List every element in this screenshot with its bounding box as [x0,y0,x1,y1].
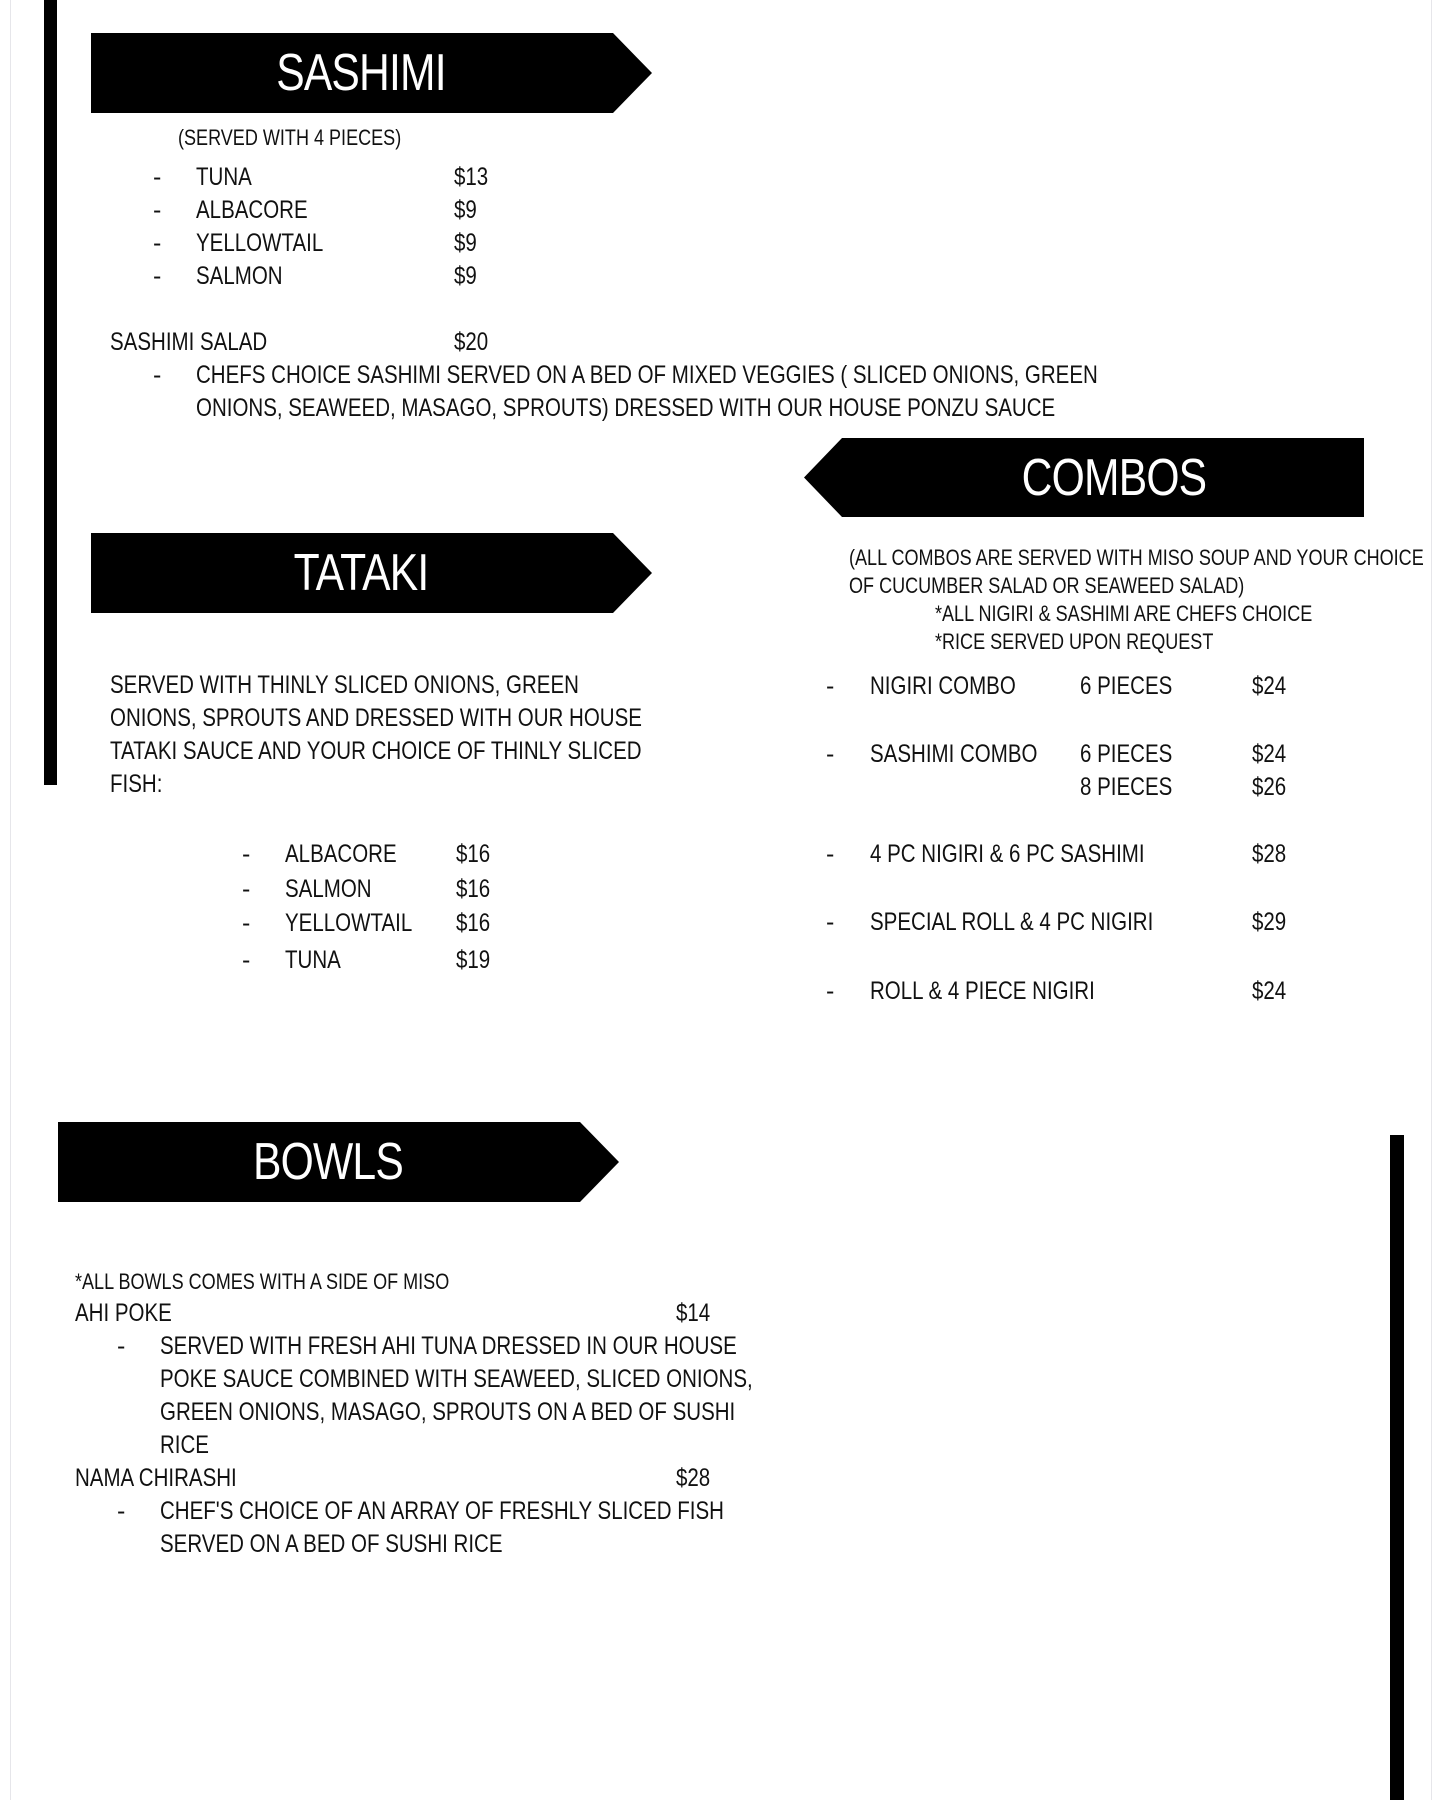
tataki-item-name: YELLOWTAIL [285,909,413,937]
combos-note: *ALL NIGIRI & SASHIMI ARE CHEFS CHOICE [935,601,1313,626]
list-dash: - [826,977,835,1005]
sashimi-salad-desc: CHEFS CHOICE SASHIMI SERVED ON A BED OF MIXED VEGGIES ( SLICED ONIONS, GREEN [196,361,1098,389]
tataki-item-name: TUNA [285,946,341,974]
combo-price: $24 [1252,977,1287,1005]
sashimi-item-name: SALMON [196,262,283,290]
sashimi-banner [91,33,652,113]
list-dash: - [826,840,835,868]
sashimi-item-name: TUNA [196,163,252,191]
tataki-item-price: $16 [456,909,491,937]
bowl-desc: GREEN ONIONS, MASAGO, SPROUTS ON A BED OF SUSHI [160,1398,736,1426]
bowls-banner [58,1122,619,1202]
bowl-price: $14 [676,1299,711,1327]
right-accent-bar [1390,1135,1404,1800]
list-dash: - [242,946,251,974]
combo-price: $24 [1252,740,1287,768]
list-dash: - [153,163,162,191]
list-dash: - [242,875,251,903]
combos-note: *RICE SERVED UPON REQUEST [935,629,1214,654]
tataki-item-price: $16 [456,840,491,868]
sashimi-item-name: YELLOWTAIL [196,229,324,257]
combo-name: SPECIAL ROLL & 4 PC NIGIRI [870,908,1154,936]
combo-name: ROLL & 4 PIECE NIGIRI [870,977,1095,1005]
combo-qty: 6 PIECES [1080,740,1173,768]
sashimi-title: SASHIMI [276,44,446,102]
combo-name: NIGIRI COMBO [870,672,1016,700]
combo-qty: 8 PIECES [1080,773,1173,801]
tataki-item-price: $19 [456,946,491,974]
combo-name: SASHIMI COMBO [870,740,1038,768]
combo-price: $29 [1252,908,1287,936]
combo-qty: 6 PIECES [1080,672,1173,700]
sashimi-item-name: ALBACORE [196,196,308,224]
bowl-desc: RICE [160,1431,209,1459]
combos-note: (ALL COMBOS ARE SERVED WITH MISO SOUP AND YOUR CHOICE [849,545,1424,570]
combos-title: COMBOS [1021,448,1207,507]
bowls-note: *ALL BOWLS COMES WITH A SIDE OF MISO [75,1269,450,1294]
tataki-desc: ONIONS, SPROUTS AND DRESSED WITH OUR HOUSE [110,704,642,732]
sashimi-item-price: $9 [454,196,477,224]
list-dash: - [242,909,251,937]
tataki-desc: TATAKI SAUCE AND YOUR CHOICE OF THINLY SLICED [110,737,642,765]
tataki-item-name: SALMON [285,875,372,903]
tataki-desc: FISH: [110,770,163,798]
bowl-desc: POKE SAUCE COMBINED WITH SEAWEED, SLICED ONIONS, [160,1365,753,1393]
list-dash: - [826,908,835,936]
list-dash: - [153,262,162,290]
list-dash: - [826,672,835,700]
bowl-name: NAMA CHIRASHI [75,1464,237,1492]
list-dash: - [153,361,162,389]
list-dash: - [153,196,162,224]
tataki-item-name: ALBACORE [285,840,397,868]
bowls-title: BOWLS [253,1133,403,1191]
combo-name: 4 PC NIGIRI & 6 PC SASHIMI [870,840,1145,868]
sashimi-salad-desc: ONIONS, SEAWEED, MASAGO, SPROUTS) DRESSED WITH OUR HOUSE PONZU SAUCE [196,394,1056,422]
sashimi-item-price: $13 [454,163,489,191]
combo-price: $28 [1252,840,1287,868]
bowl-desc: SERVED ON A BED OF SUSHI RICE [160,1530,503,1558]
tataki-item-price: $16 [456,875,491,903]
combos-note: OF CUCUMBER SALAD OR SEAWEED SALAD) [849,573,1245,598]
sashimi-salad-price: $20 [454,328,489,356]
list-dash: - [117,1332,126,1360]
sashimi-item-price: $9 [454,229,477,257]
bowl-name: AHI POKE [75,1299,172,1327]
list-dash: - [117,1497,126,1525]
bowl-desc: CHEF'S CHOICE OF AN ARRAY OF FRESHLY SLICED FISH [160,1497,724,1525]
list-dash: - [242,840,251,868]
tataki-banner [91,533,652,613]
list-dash: - [826,740,835,768]
tataki-desc: SERVED WITH THINLY SLICED ONIONS, GREEN [110,671,579,699]
sashimi-item-price: $9 [454,262,477,290]
bowl-price: $28 [676,1464,711,1492]
combo-price: $26 [1252,773,1287,801]
list-dash: - [153,229,162,257]
tataki-title: TATAKI [293,544,429,602]
left-accent-bar [44,0,57,785]
combo-price: $24 [1252,672,1287,700]
sashimi-salad-name: SASHIMI SALAD [110,328,268,356]
bowl-desc: SERVED WITH FRESH AHI TUNA DRESSED IN OUR HOUSE [160,1332,737,1360]
sashimi-note: (SERVED WITH 4 PIECES) [178,125,402,150]
combos-banner [804,438,1364,517]
